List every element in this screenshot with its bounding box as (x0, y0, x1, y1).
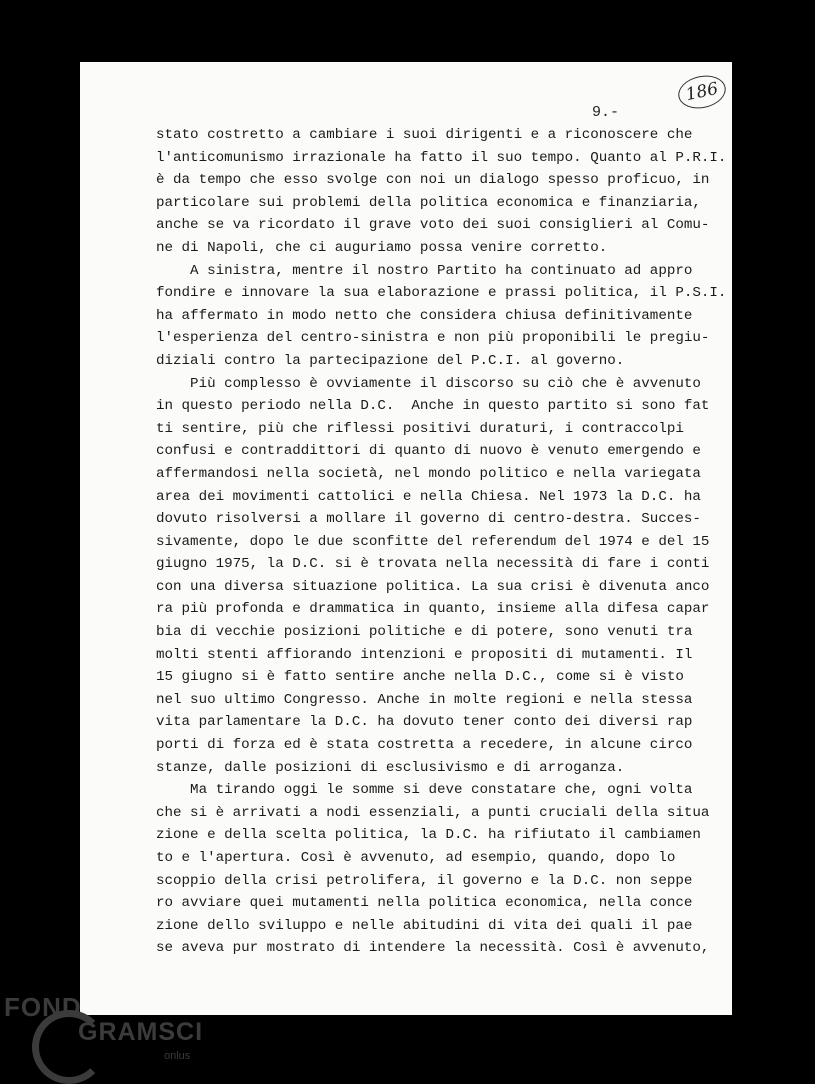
text-line: 15 giugno si è fatto sentire anche nella D.C., come si è visto (156, 669, 684, 686)
text-line: to e l'apertura. Così è avvenuto, ad esempio, quando, dopo lo (156, 850, 676, 866)
text-line: molti stenti affiorando intenzioni e propositi di mutamenti. Il (156, 646, 693, 663)
text-line: con una diversa situazione politica. La sua crisi è divenuta anco (156, 578, 710, 595)
text-line: particolare sui problemi della politica economica e finanziaria, (156, 194, 701, 211)
text-line: A sinistra, mentre il nostro Partito ha continuato ad appro (156, 262, 693, 279)
text-line: ne di Napoli, che ci auguriamo possa venire corretto. (156, 239, 608, 256)
text-line: zione dello sviluppo e nelle abitudini di vita dei quali il pae (156, 917, 693, 934)
watermark-line3: onlus (164, 1050, 191, 1062)
text-line: l'anticomunismo irrazionale ha fatto il suo tempo. Quanto al P.R.I. (156, 149, 727, 166)
text-line: in questo periodo nella D.C. Anche in questo partito si sono fat (156, 398, 710, 415)
watermark-line2: GRAMSCI (78, 1018, 204, 1046)
text-line: se aveva pur mostrato di intendere la necessità. Così è avvenuto, (156, 940, 710, 957)
text-line: l'esperienza del centro-sinistra e non più proponibili le pregiu- (156, 330, 710, 347)
text-line: Più complesso è ovviamente il discorso su ciò che è avvenuto (156, 375, 701, 392)
text-line: sivamente, dopo le due sconfitte del referendum del 1974 e del 15 (156, 533, 710, 550)
text-line: ra più profonda e drammatica in quanto, insieme alla difesa capar (156, 601, 710, 618)
text-line: diziali contro la partecipazione del P.C.I. al governo. (156, 352, 625, 369)
text-line: giugno 1975, la D.C. si è trovata nella necessità di fare i conti (156, 556, 710, 573)
text-line: confusi e contraddittori di quanto di nuovo è venuto emergendo e (156, 443, 701, 460)
text-line: vita parlamentare la D.C. ha dovuto tener conto dei diversi rap (156, 714, 693, 731)
text-line: Ma tirando oggi le somme si deve constatare che, ogni volta (156, 782, 693, 799)
text-line: nel suo ultimo Congresso. Anche in molte regioni e nella stessa (156, 691, 693, 708)
text-line: che si è arrivati a nodi essenziali, a punti cruciali della situa (156, 804, 710, 821)
text-line: affermandosi nella società, nel mondo politico e nella variegata (156, 465, 701, 482)
text-line: ro avviare quei mutamenti nella politica economica, nella conce (156, 895, 693, 912)
document-page (80, 62, 732, 1015)
text-line: ha affermato in modo netto che considera chiusa definitivamente (156, 307, 693, 324)
fondazione-gramsci-watermark (0, 988, 230, 1080)
text-line: è da tempo che esso svolge con noi un dialogo spesso proficuo, in (156, 172, 710, 189)
text-line: fondire e innovare la sua elaborazione e prassi politica, il P.S.I. (156, 285, 727, 302)
body-text (156, 124, 727, 960)
text-line: dovuto risolversi a mollare il governo di centro-destra. Succes- (156, 511, 701, 528)
archive-stamp-number: 186 (675, 71, 729, 112)
page-number: 9.- (592, 104, 620, 121)
text-line: scoppio della crisi petrolifera, il governo e la D.C. non seppe (156, 872, 693, 889)
text-line: anche se va ricordato il grave voto dei suoi consiglieri al Comu- (156, 217, 710, 234)
text-line: bia di vecchie posizioni politiche e di potere, sono venuti tra (156, 624, 693, 641)
watermark-line1: FOND (4, 992, 82, 1022)
text-line: area dei movimenti cattolici e nella Chiesa. Nel 1973 la D.C. ha (156, 488, 701, 505)
text-line: zione e della scelta politica, la D.C. ha rifiutato il cambiamen (156, 827, 701, 844)
text-line: stato costretto a cambiare i suoi dirigenti e a riconoscere che (156, 127, 693, 143)
text-line: porti di forza ed è stata costretta a recedere, in alcune circo (156, 737, 693, 754)
text-line: ti sentire, più che riflessi positivi duraturi, i contraccolpi (156, 420, 684, 437)
text-line: stanze, dalle posizioni di esclusivismo e di arroganza. (156, 759, 625, 776)
